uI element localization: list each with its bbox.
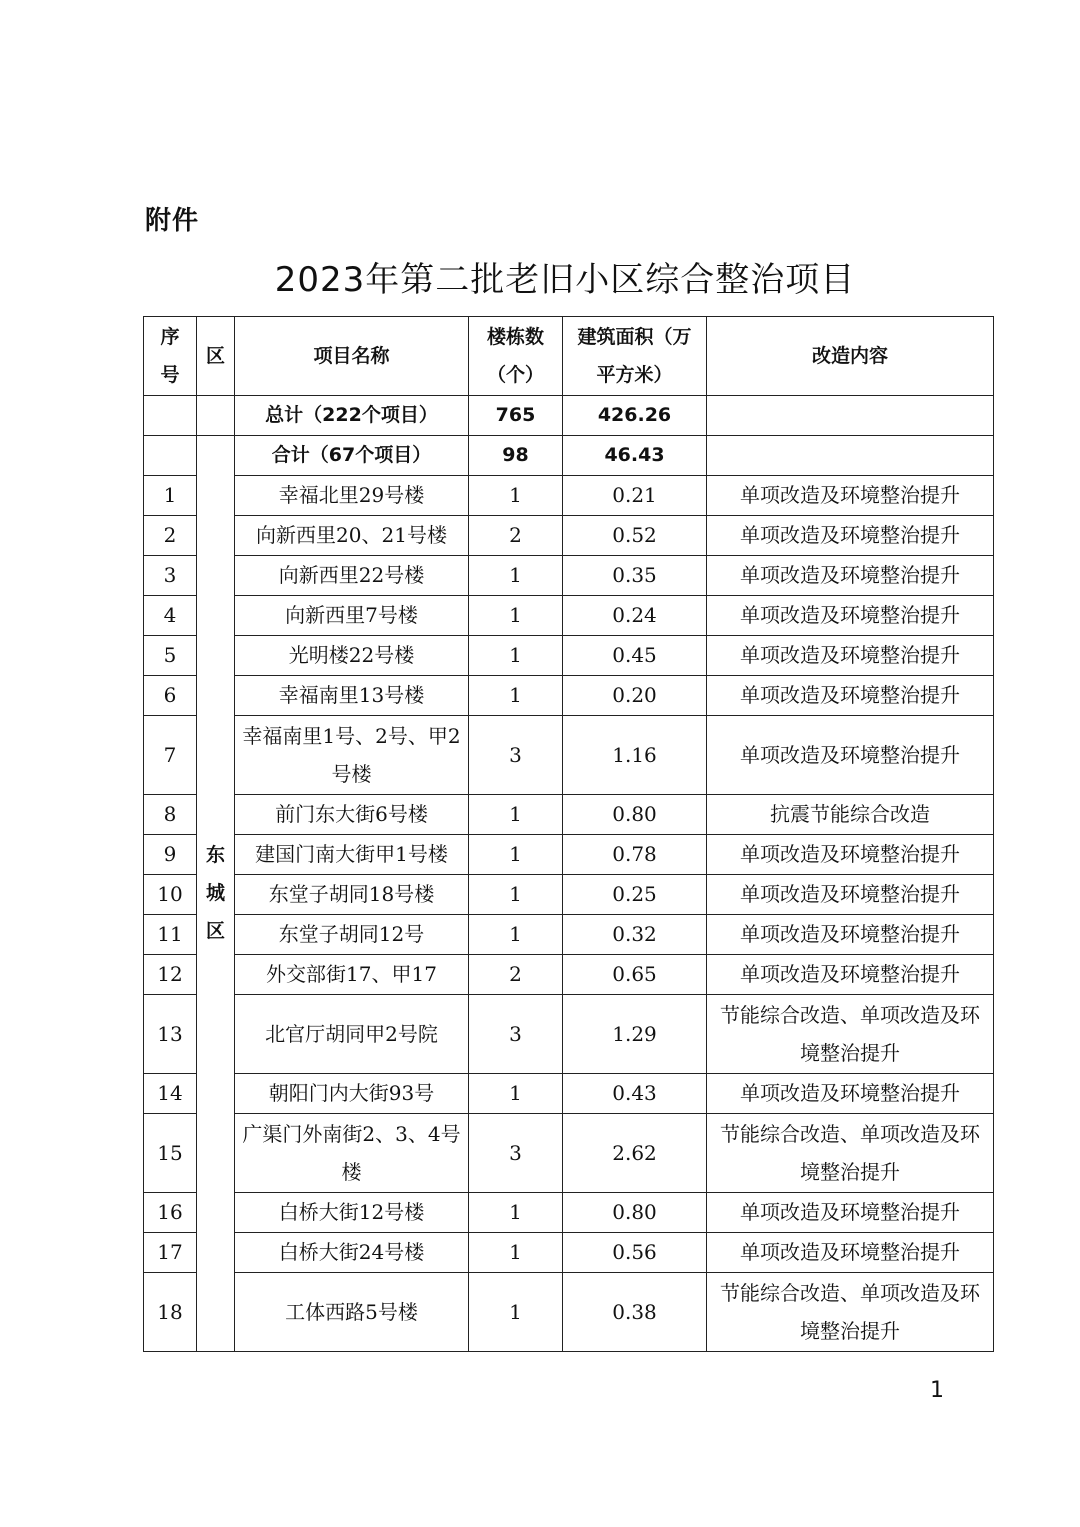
table-row xyxy=(144,955,994,995)
total-buildings: 765 xyxy=(469,396,563,436)
row-content: 节能综合改造、单项改造及环境整治提升 xyxy=(707,1114,994,1193)
header-buildings: 楼栋数（个） xyxy=(469,317,563,396)
total-row xyxy=(144,396,994,436)
row-content: 单项改造及环境整治提升 xyxy=(707,716,994,795)
row-area: 0.80 xyxy=(563,795,707,835)
row-name: 向新西里20、21号楼 xyxy=(235,516,469,556)
table-row xyxy=(144,716,994,795)
header-seq: 序号 xyxy=(144,317,197,396)
row-name: 东堂子胡同18号楼 xyxy=(235,875,469,915)
table-row xyxy=(144,1193,994,1233)
table-row xyxy=(144,516,994,556)
row-buildings: 1 xyxy=(469,556,563,596)
table-row xyxy=(144,1114,994,1193)
row-area: 0.78 xyxy=(563,835,707,875)
table-row xyxy=(144,676,994,716)
table-row xyxy=(144,795,994,835)
row-buildings: 1 xyxy=(469,795,563,835)
table-row xyxy=(144,995,994,1074)
row-area: 0.20 xyxy=(563,676,707,716)
page-title: 2023年第二批老旧小区综合整治项目 xyxy=(274,260,856,300)
row-buildings: 1 xyxy=(469,835,563,875)
row-name: 前门东大街6号楼 xyxy=(235,795,469,835)
row-content: 单项改造及环境整治提升 xyxy=(707,875,994,915)
project-table xyxy=(143,316,994,1352)
row-content: 单项改造及环境整治提升 xyxy=(707,556,994,596)
subtotal-label: 合计（67个项目） xyxy=(235,436,469,476)
row-buildings: 1 xyxy=(469,596,563,636)
row-area: 0.24 xyxy=(563,596,707,636)
row-seq: 15 xyxy=(144,1114,197,1193)
row-buildings: 3 xyxy=(469,995,563,1074)
subtotal-row xyxy=(144,436,994,476)
row-buildings: 3 xyxy=(469,716,563,795)
row-name: 朝阳门内大街93号 xyxy=(235,1074,469,1114)
row-seq: 5 xyxy=(144,636,197,676)
row-buildings: 2 xyxy=(469,955,563,995)
row-content: 单项改造及环境整治提升 xyxy=(707,596,994,636)
row-buildings: 1 xyxy=(469,1233,563,1273)
row-content: 单项改造及环境整治提升 xyxy=(707,915,994,955)
row-content: 单项改造及环境整治提升 xyxy=(707,516,994,556)
row-name: 光明楼22号楼 xyxy=(235,636,469,676)
table-row xyxy=(144,476,994,516)
row-content: 单项改造及环境整治提升 xyxy=(707,1233,994,1273)
row-seq: 9 xyxy=(144,835,197,875)
row-name: 外交部街17、甲17 xyxy=(235,955,469,995)
row-name: 幸福南里1号、2号、甲2号楼 xyxy=(235,716,469,795)
row-buildings: 1 xyxy=(469,1273,563,1352)
row-buildings: 1 xyxy=(469,875,563,915)
row-area: 0.32 xyxy=(563,915,707,955)
total-area: 426.26 xyxy=(563,396,707,436)
row-seq: 4 xyxy=(144,596,197,636)
subtotal-area: 46.43 xyxy=(563,436,707,476)
row-seq: 11 xyxy=(144,915,197,955)
row-name: 幸福南里13号楼 xyxy=(235,676,469,716)
row-content: 单项改造及环境整治提升 xyxy=(707,1074,994,1114)
row-name: 建国门南大街甲1号楼 xyxy=(235,835,469,875)
subtotal-buildings: 98 xyxy=(469,436,563,476)
row-seq: 1 xyxy=(144,476,197,516)
table-row xyxy=(144,1233,994,1273)
row-area: 0.21 xyxy=(563,476,707,516)
row-content: 单项改造及环境整治提升 xyxy=(707,476,994,516)
row-area: 0.43 xyxy=(563,1074,707,1114)
row-name: 工体西路5号楼 xyxy=(235,1273,469,1352)
header-name: 项目名称 xyxy=(235,317,469,396)
row-content: 节能综合改造、单项改造及环境整治提升 xyxy=(707,1273,994,1352)
table-row xyxy=(144,875,994,915)
attachment-label: 附件 xyxy=(145,206,200,236)
row-seq: 12 xyxy=(144,955,197,995)
table-row xyxy=(144,636,994,676)
row-seq: 17 xyxy=(144,1233,197,1273)
row-buildings: 1 xyxy=(469,915,563,955)
row-buildings: 1 xyxy=(469,1193,563,1233)
row-content: 单项改造及环境整治提升 xyxy=(707,1193,994,1233)
header-district: 区 xyxy=(197,317,235,396)
table-row xyxy=(144,1074,994,1114)
row-seq: 10 xyxy=(144,875,197,915)
row-content: 节能综合改造、单项改造及环境整治提升 xyxy=(707,995,994,1074)
row-buildings: 3 xyxy=(469,1114,563,1193)
row-name: 北官厅胡同甲2号院 xyxy=(235,995,469,1074)
row-buildings: 1 xyxy=(469,476,563,516)
district-cell: 东城区 xyxy=(197,436,235,1352)
table-row xyxy=(144,1273,994,1352)
row-name: 向新西里7号楼 xyxy=(235,596,469,636)
row-seq: 18 xyxy=(144,1273,197,1352)
row-seq: 16 xyxy=(144,1193,197,1233)
row-seq: 14 xyxy=(144,1074,197,1114)
row-content: 单项改造及环境整治提升 xyxy=(707,835,994,875)
row-name: 东堂子胡同12号 xyxy=(235,915,469,955)
table-row xyxy=(144,556,994,596)
row-seq: 13 xyxy=(144,995,197,1074)
row-buildings: 1 xyxy=(469,1074,563,1114)
row-buildings: 1 xyxy=(469,636,563,676)
table-row xyxy=(144,915,994,955)
row-buildings: 2 xyxy=(469,516,563,556)
table-row xyxy=(144,596,994,636)
row-seq: 7 xyxy=(144,716,197,795)
row-content: 抗震节能综合改造 xyxy=(707,795,994,835)
row-area: 2.62 xyxy=(563,1114,707,1193)
row-name: 向新西里22号楼 xyxy=(235,556,469,596)
row-area: 1.16 xyxy=(563,716,707,795)
total-label: 总计（222个项目） xyxy=(235,396,469,436)
row-content: 单项改造及环境整治提升 xyxy=(707,636,994,676)
row-seq: 6 xyxy=(144,676,197,716)
row-buildings: 1 xyxy=(469,676,563,716)
row-name: 白桥大街12号楼 xyxy=(235,1193,469,1233)
row-seq: 8 xyxy=(144,795,197,835)
row-area: 0.80 xyxy=(563,1193,707,1233)
row-name: 白桥大街24号楼 xyxy=(235,1233,469,1273)
row-area: 0.25 xyxy=(563,875,707,915)
table-row xyxy=(144,835,994,875)
header-area: 建筑面积（万平方米） xyxy=(563,317,707,396)
row-name: 幸福北里29号楼 xyxy=(235,476,469,516)
row-area: 0.56 xyxy=(563,1233,707,1273)
page-number: 1 xyxy=(930,1378,944,1403)
row-area: 0.65 xyxy=(563,955,707,995)
row-seq: 3 xyxy=(144,556,197,596)
row-area: 0.45 xyxy=(563,636,707,676)
row-seq: 2 xyxy=(144,516,197,556)
row-content: 单项改造及环境整治提升 xyxy=(707,955,994,995)
table-header xyxy=(144,317,994,396)
row-area: 0.52 xyxy=(563,516,707,556)
row-name: 广渠门外南街2、3、4号楼 xyxy=(235,1114,469,1193)
header-content: 改造内容 xyxy=(707,317,994,396)
row-area: 0.38 xyxy=(563,1273,707,1352)
row-content: 单项改造及环境整治提升 xyxy=(707,676,994,716)
row-area: 1.29 xyxy=(563,995,707,1074)
row-area: 0.35 xyxy=(563,556,707,596)
